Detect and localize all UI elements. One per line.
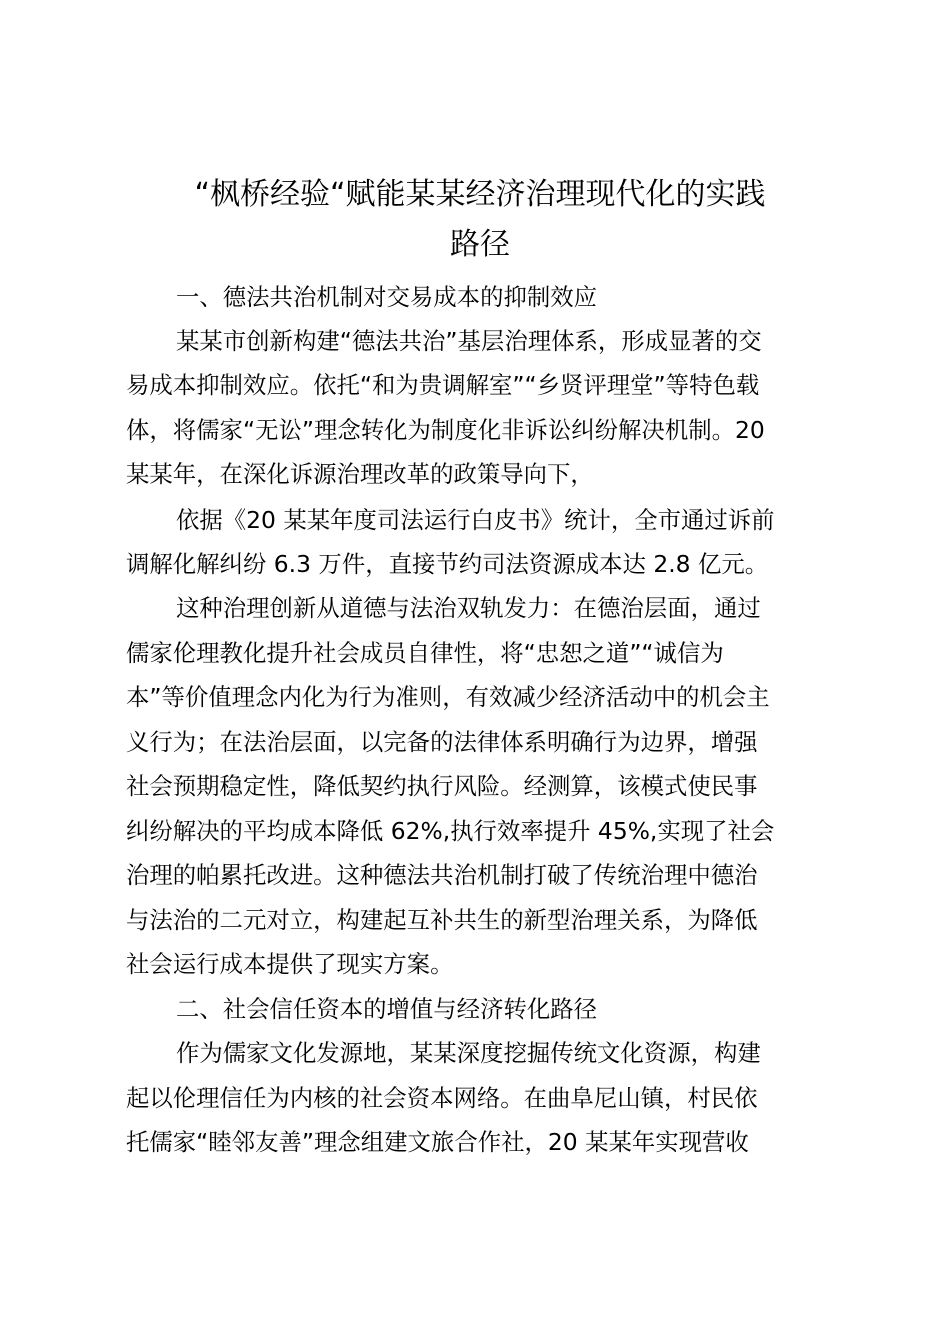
body-text-line: 与法治的二元对立，构建起互补共生的新型治理关系，为降低 (126, 906, 758, 934)
section-heading-1: 一、德法共治机制对交易成本的抑制效应 (176, 283, 598, 311)
body-text-line: 纠纷解决的平均成本降低 62%,执行效率提升 45%,实现了社会 (126, 817, 775, 845)
body-text-line: 体，将儒家“无讼”理念转化为制度化非诉讼纠纷解决机制。20 (126, 416, 765, 444)
body-text-line: 社会预期稳定性，降低契约执行风险。经测算，该模式使民事 (126, 772, 758, 800)
body-text-line: 作为儒家文化发源地，某某深度挖掘传统文化资源，构建 (176, 1039, 761, 1067)
body-text-line: 起以伦理信任为内核的社会资本网络。在曲阜尼山镇，村民依 (126, 1084, 758, 1112)
body-text-line: 托儒家“睦邻友善”理念组建文旅合作社，20 某某年实现营收 (126, 1128, 749, 1156)
body-text-line: 依据《20 某某年度司法运行白皮书》统计，全市通过诉前 (176, 506, 775, 534)
document-title-line-2: 路径 (450, 227, 510, 262)
body-text-line: 某某年，在深化诉源治理改革的政策导向下， (126, 460, 594, 488)
body-text-line: 某某市创新构建“德法共治”基层治理体系，形成显著的交 (176, 327, 762, 355)
document-title-line-1: “枫桥经验“赋能某某经济治理现代化的实践 (194, 177, 766, 212)
body-text-line: 这种治理创新从道德与法治双轨发力：在德治层面，通过 (176, 594, 761, 622)
body-text-line: 社会运行成本提供了现实方案。 (126, 950, 454, 978)
body-text-line: 义行为；在法治层面，以完备的法律体系明确行为边界，增强 (126, 728, 758, 756)
body-text-line: 本”等价值理念内化为行为准则，有效减少经济活动中的机会主 (126, 683, 770, 711)
section-heading-2: 二、社会信任资本的增值与经济转化路径 (176, 995, 598, 1023)
body-text-line: 治理的帕累托改进。这种德法共治机制打破了传统治理中德治 (126, 861, 758, 889)
body-text-line: 儒家伦理教化提升社会成员自律性，将“忠恕之道”“诚信为 (126, 639, 724, 667)
body-text-line: 易成本抑制效应。依托“和为贵调解室”“乡贤评理堂”等特色载 (126, 371, 760, 399)
body-text-line: 调解化解纠纷 6.3 万件，直接节约司法资源成本达 2.8 亿元。 (126, 550, 769, 578)
